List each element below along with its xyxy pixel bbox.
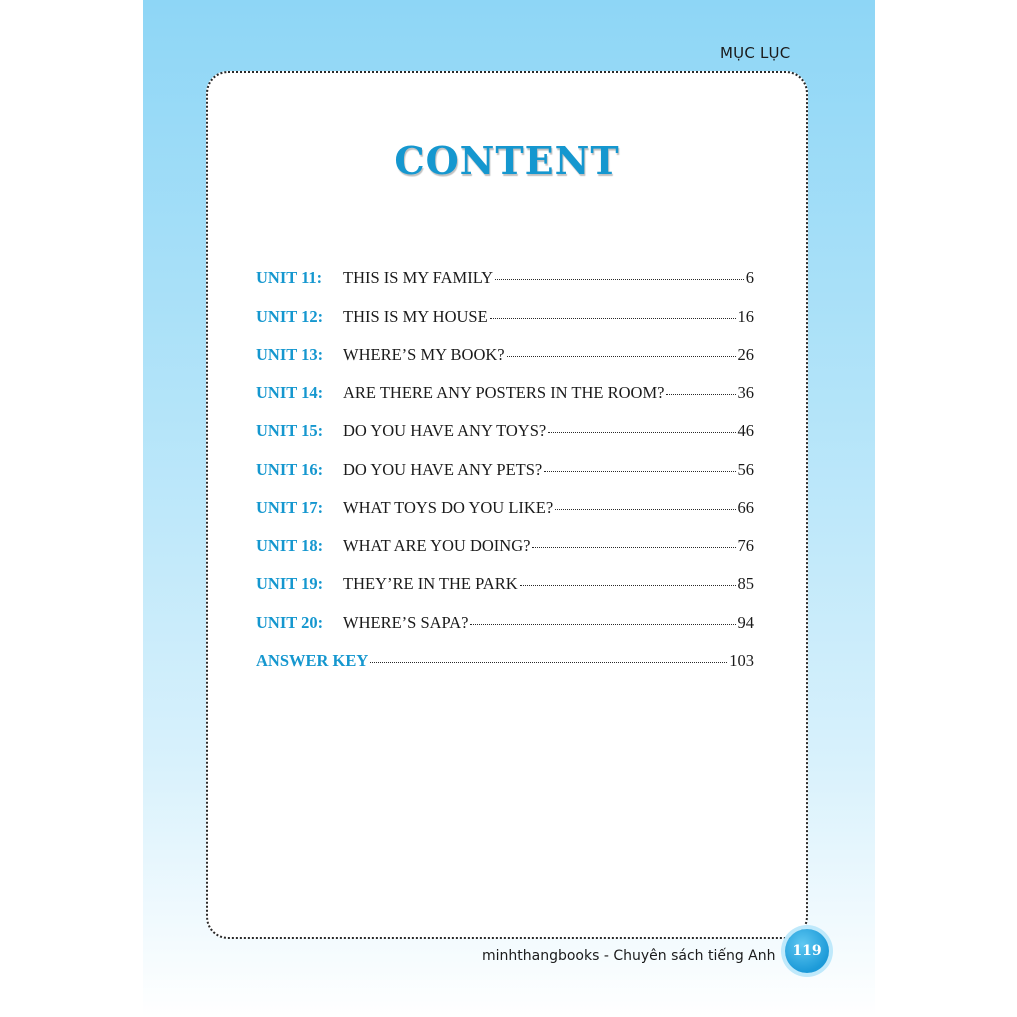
toc-row-answer-key[interactable] <box>256 651 754 675</box>
dot-leader <box>666 394 735 395</box>
dot-leader <box>370 662 727 663</box>
dot-leader <box>555 509 735 510</box>
unit-title: WHAT ARE YOU DOING? <box>343 536 531 555</box>
toc-row-unit-20[interactable] <box>256 613 754 637</box>
toc-row-unit-16[interactable] <box>256 460 754 484</box>
dot-leader <box>490 318 736 319</box>
toc-row-unit-11[interactable] <box>256 268 754 292</box>
page-number: 16 <box>737 307 754 326</box>
dot-leader <box>532 547 735 548</box>
section-header: MỤC LỤC <box>720 44 791 62</box>
unit-label: UNIT 18: <box>256 536 324 555</box>
unit-title: WHERE’S MY BOOK? <box>343 345 505 364</box>
dot-leader <box>544 471 735 472</box>
toc-row-unit-18[interactable] <box>256 536 754 560</box>
dot-leader <box>507 356 736 357</box>
toc-row-unit-12[interactable] <box>256 307 754 331</box>
page-title: CONTENT <box>394 138 620 183</box>
page-number-badge: 119 <box>785 929 829 973</box>
unit-label: UNIT 13: <box>256 345 324 364</box>
unit-title: THIS IS MY HOUSE <box>343 307 488 326</box>
page-number: 56 <box>737 460 754 479</box>
unit-title: THIS IS MY FAMILY <box>343 268 494 287</box>
unit-label: UNIT 11: <box>256 268 323 287</box>
toc-row-unit-15[interactable] <box>256 421 754 445</box>
unit-label: UNIT 19: <box>256 574 324 593</box>
dot-leader <box>470 624 735 625</box>
page-number: 6 <box>745 268 754 287</box>
page-number: 103 <box>729 651 754 670</box>
unit-title: ARE THERE ANY POSTERS IN THE ROOM? <box>343 383 665 402</box>
page-number: 46 <box>737 421 754 440</box>
unit-title: DO YOU HAVE ANY PETS? <box>343 460 543 479</box>
page-number: 85 <box>737 574 754 593</box>
page-number: 94 <box>737 613 754 632</box>
unit-label: UNIT 12: <box>256 307 324 326</box>
unit-title: WHERE’S SAPA? <box>343 613 469 632</box>
answer-key-label: ANSWER KEY <box>256 651 369 670</box>
unit-title: WHAT TOYS DO YOU LIKE? <box>343 498 554 517</box>
unit-label: UNIT 20: <box>256 613 324 632</box>
dot-leader <box>520 585 736 586</box>
unit-title: DO YOU HAVE ANY TOYS? <box>343 421 547 440</box>
toc-row-unit-17[interactable] <box>256 498 754 522</box>
unit-label: UNIT 17: <box>256 498 324 517</box>
dot-leader <box>548 432 735 433</box>
dot-leader <box>495 279 744 280</box>
toc-row-unit-13[interactable] <box>256 345 754 369</box>
toc-row-unit-14[interactable] <box>256 383 754 407</box>
page-number: 26 <box>737 345 754 364</box>
unit-label: UNIT 15: <box>256 421 324 440</box>
unit-label: UNIT 16: <box>256 460 324 479</box>
unit-title: THEY’RE IN THE PARK <box>343 574 518 593</box>
publisher-tagline: minhthangbooks - Chuyên sách tiếng Anh <box>482 948 776 964</box>
toc-row-unit-19[interactable] <box>256 574 754 598</box>
page-number: 76 <box>737 536 754 555</box>
page-number: 66 <box>737 498 754 517</box>
unit-label: UNIT 14: <box>256 383 324 402</box>
page-number: 36 <box>737 383 754 402</box>
